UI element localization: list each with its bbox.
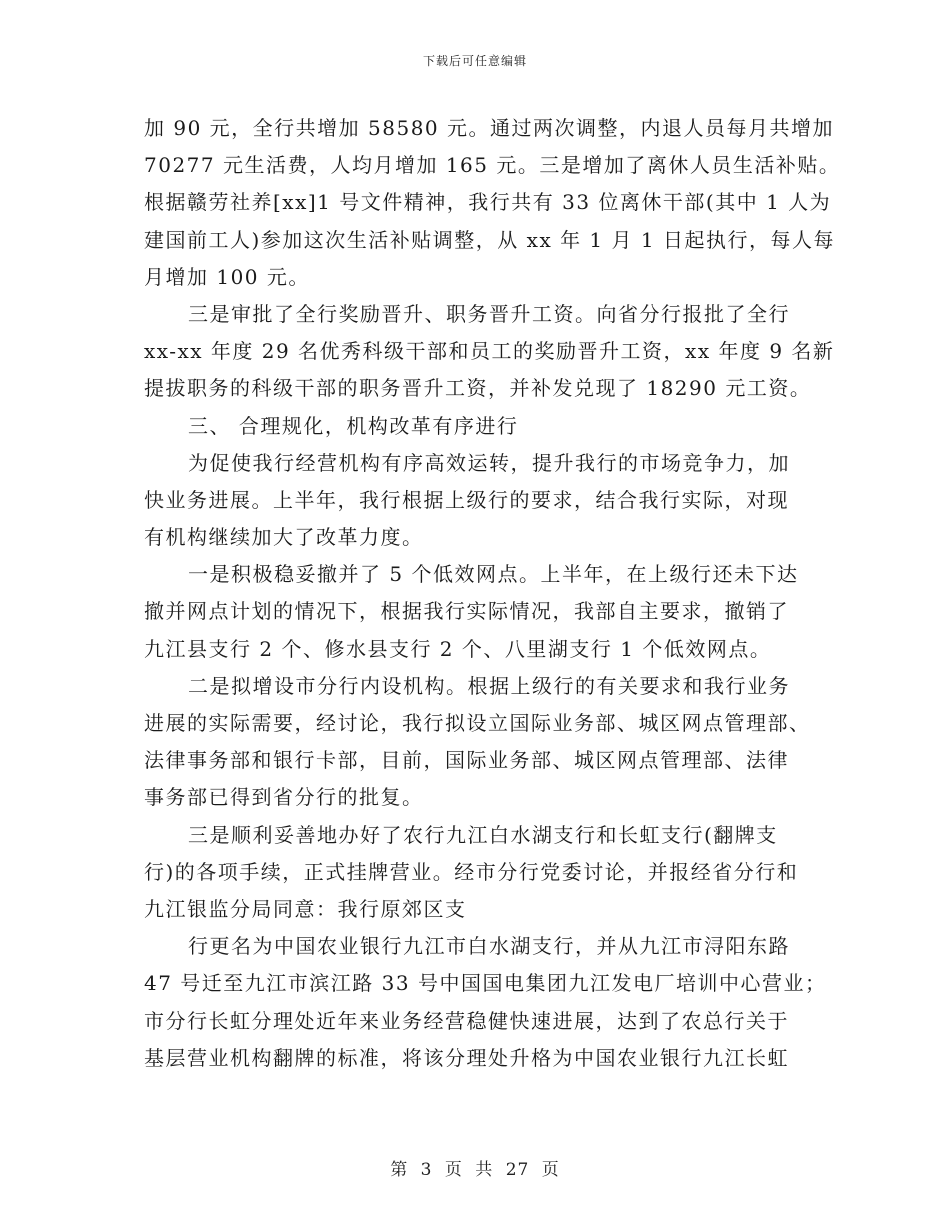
text-line: 九江银监分局同意：我行原郊区支 [144,896,467,921]
text-line: 法律事务部和银行卡部，目前，国际业务部、城区网点管理部、法律 [144,748,789,773]
text-line: 一是积极稳妥撤并了 5 个低效网点。上半年，在上级行还未下达 [188,562,799,587]
document-body [144,110,841,1077]
text-line: 基层营业机构翻牌的标准，将该分理处升格为中国农业银行九江长虹 [144,1045,789,1070]
text-line: 三、 合理规化，机构改革有序进行 [188,413,519,438]
text-line: 建国前工人)参加这次生活补贴调整，从 xx 年 1 月 1 日起执行，每人每 [144,227,835,252]
text-line: xx-xx 年度 29 名优秀科级干部和员工的奖励晋升工资，xx 年度 9 名新 [144,339,835,364]
text-line: 撤并网点计划的情况下，根据我行实际情况，我部自主要求，撤销了 [144,599,789,624]
text-line: 月增加 100 元。 [144,264,310,289]
page-header: 下载后可任意编辑 [422,54,527,68]
text-line: 三是审批了全行奖励晋升、职务晋升工资。向省分行报批了全行 [188,301,790,326]
text-line: 九江县支行 2 个、修水县支行 2 个、八里湖支行 1 个低效网点。 [144,636,772,661]
text-line: 提拔职务的科级干部的职务晋升工资，并补发兑现了 18290 元工资。 [144,376,812,401]
text-line: 有机构继续加大了改革力度。 [144,525,424,550]
text-line: 行更名为中国农业银行九江市白水湖支行，并从九江市浔阳东路 [188,934,790,959]
text-line: 二是拟增设市分行内设机构。根据上级行的有关要求和我行业务 [188,673,790,698]
text-line: 快业务进展。上半年，我行根据上级行的要求，结合我行实际，对现 [144,487,789,512]
text-line: 为促使我行经营机构有序高效运转，提升我行的市场竞争力，加 [188,450,790,475]
text-line: 三是顺利妥善地办好了农行九江白水湖支行和长虹支行(翻牌支 [188,822,778,847]
text-line: 47 号迁至九江市滨江路 33 号中国国电集团九江发电厂培训中心营业； [144,971,827,996]
text-line: 行)的各项手续，正式挂牌营业。经市分行党委讨论，并报经省分行和 [144,859,799,884]
text-line: 根据赣劳社养[xx]1 号文件精神，我行共有 33 位离休干部(其中 1 人为 [144,190,832,215]
text-line: 进展的实际需要，经讨论，我行拟设立国际业务部、城区网点管理部、 [144,711,811,735]
text-line: 加 90 元，全行共增加 58580 元。通过两次调整，内退人员每月共增加 [144,116,835,140]
page-number-footer: 第 3 页 共 27 页 [390,1160,560,1180]
text-line: 70277 元生活费，人均月增加 165 元。三是增加了离休人员生活补贴。 [144,153,841,178]
text-line: 市分行长虹分理处近年来业务经营稳健快速进展，达到了农总行关于 [144,1008,789,1033]
text-line: 事务部已得到省分行的批复。 [144,785,424,810]
